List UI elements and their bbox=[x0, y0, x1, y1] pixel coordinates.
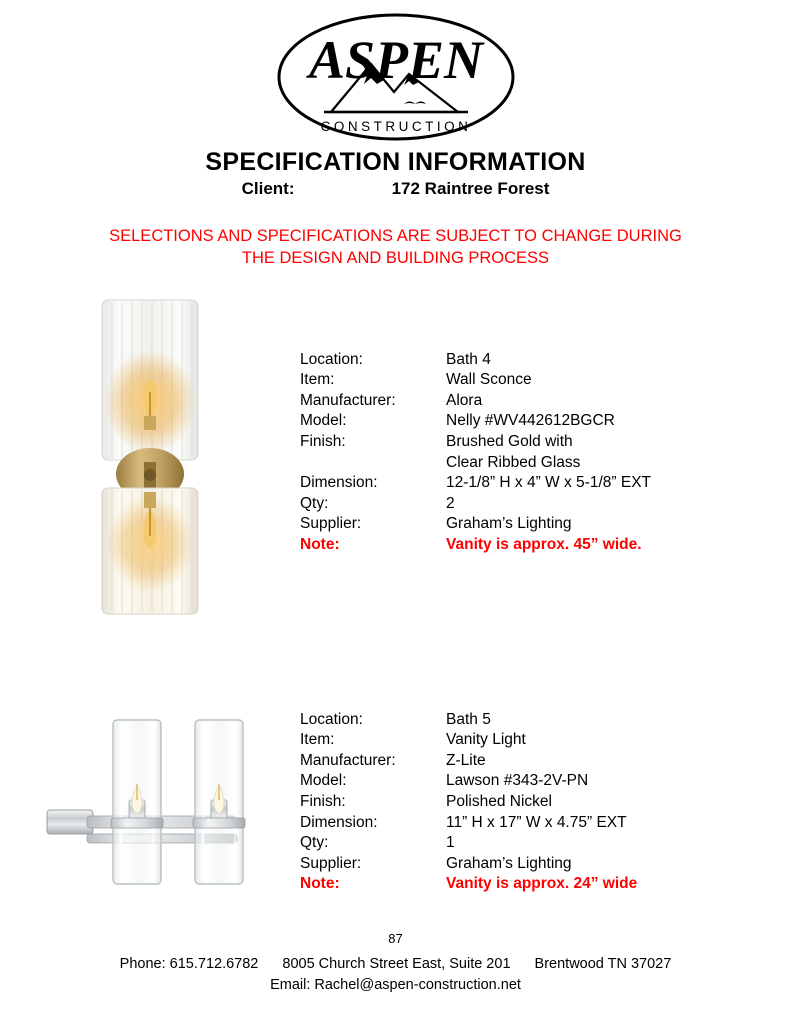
spec-label: Finish: bbox=[300, 432, 346, 450]
spec-row bbox=[300, 411, 651, 432]
spec-row bbox=[300, 370, 651, 391]
vanity-light-illustration bbox=[35, 706, 265, 906]
footer-phone: Phone: 615.712.6782 bbox=[119, 955, 259, 972]
client-row bbox=[0, 179, 791, 199]
company-logo bbox=[0, 0, 791, 142]
spec-label: Dimension: bbox=[300, 474, 378, 492]
spec-row bbox=[300, 792, 637, 813]
spec-label: Manufacturer: bbox=[300, 751, 396, 769]
footer bbox=[0, 954, 791, 996]
footer-email: Email: Rachel@aspen-construction.net bbox=[270, 976, 521, 993]
spec-row bbox=[300, 432, 651, 453]
spec-value: 1 bbox=[446, 834, 455, 852]
spec-row bbox=[300, 771, 637, 792]
spec-value: 2 bbox=[446, 494, 455, 512]
spec-value: Vanity Light bbox=[446, 731, 526, 749]
spec-label: Model: bbox=[300, 772, 347, 790]
client-label: Client: bbox=[241, 179, 295, 198]
change-notice-line-1: SELECTIONS AND SPECIFICATIONS ARE SUBJECT TO CHANGE DURING bbox=[109, 227, 682, 245]
page-number: 87 bbox=[388, 931, 403, 946]
spec-note-label: Note: bbox=[300, 875, 340, 893]
spec-value: Graham’s Lighting bbox=[446, 854, 572, 872]
spec-details-2 bbox=[300, 702, 791, 895]
spec-label: Dimension: bbox=[300, 813, 378, 831]
vanity-light-polished-nickel-image bbox=[0, 702, 300, 906]
spec-details-1 bbox=[300, 292, 791, 556]
footer-address: 8005 Church Street East, Suite 201 bbox=[282, 955, 511, 972]
spec-label: Item: bbox=[300, 731, 335, 749]
aspen-logo-graphic bbox=[276, 12, 516, 142]
change-notice bbox=[0, 225, 791, 270]
page-title: SPECIFICATION INFORMATION bbox=[205, 148, 586, 176]
spec-label: Supplier: bbox=[300, 515, 362, 533]
footer-city-state-zip: Brentwood TN 37027 bbox=[534, 955, 672, 972]
logo-brand-text: ASPEN bbox=[308, 30, 483, 90]
footer-contact-line bbox=[0, 954, 791, 975]
spec-value: Alora bbox=[446, 391, 483, 409]
spec-label bbox=[300, 453, 446, 474]
spec-label: Manufacturer: bbox=[300, 391, 396, 409]
spec-row bbox=[300, 813, 637, 834]
spec-note-label: Note: bbox=[300, 536, 340, 554]
spec-label: Location: bbox=[300, 710, 363, 728]
spec-value: 12-1/8” H x 4” W x 5-1/8” EXT bbox=[446, 474, 651, 492]
spec-value: Clear Ribbed Glass bbox=[446, 453, 581, 471]
spec-value: Bath 4 bbox=[446, 350, 491, 368]
spec-row-note bbox=[300, 874, 637, 895]
spec-row bbox=[300, 833, 637, 854]
spec-label: Qty: bbox=[300, 494, 329, 512]
spec-item-1 bbox=[0, 292, 791, 622]
spec-row bbox=[300, 473, 651, 494]
spec-value: Z-Lite bbox=[446, 751, 486, 769]
spec-label: Qty: bbox=[300, 834, 329, 852]
spec-row bbox=[300, 350, 651, 371]
spec-value: Wall Sconce bbox=[446, 371, 532, 389]
spec-row bbox=[300, 391, 651, 412]
spec-value: Graham’s Lighting bbox=[446, 515, 572, 533]
spec-row bbox=[300, 854, 637, 875]
logo-subtitle-text: CONSTRUCTION bbox=[320, 119, 471, 134]
spec-row bbox=[300, 514, 651, 535]
spec-row bbox=[300, 751, 637, 772]
spec-row bbox=[300, 453, 651, 474]
spec-row bbox=[300, 710, 637, 731]
wall-sconce-illustration bbox=[60, 292, 240, 622]
spec-label: Finish: bbox=[300, 792, 346, 810]
spec-row bbox=[300, 494, 651, 515]
change-notice-line-2: THE DESIGN AND BUILDING PROCESS bbox=[241, 249, 550, 268]
spec-value: Nelly #WV442612BGCR bbox=[446, 412, 615, 430]
spec-label: Location: bbox=[300, 350, 363, 368]
spec-value: Brushed Gold with bbox=[446, 432, 573, 450]
client-value: 172 Raintree Forest bbox=[391, 179, 550, 198]
wall-sconce-brushed-gold-image bbox=[0, 292, 300, 622]
spec-label: Item: bbox=[300, 371, 335, 389]
spec-item-2 bbox=[0, 702, 791, 906]
spec-row-note bbox=[300, 535, 651, 556]
spec-label: Supplier: bbox=[300, 854, 362, 872]
spec-row bbox=[300, 730, 637, 751]
spec-label: Model: bbox=[300, 412, 347, 430]
spec-note-value: Vanity is approx. 45” wide. bbox=[446, 536, 642, 554]
spec-value: Bath 5 bbox=[446, 710, 491, 728]
spec-value: 11” H x 17” W x 4.75” EXT bbox=[446, 813, 627, 831]
spec-note-value: Vanity is approx. 24” wide bbox=[446, 875, 638, 893]
spec-value: Lawson #343-2V-PN bbox=[446, 772, 589, 790]
spec-value: Polished Nickel bbox=[446, 792, 552, 810]
